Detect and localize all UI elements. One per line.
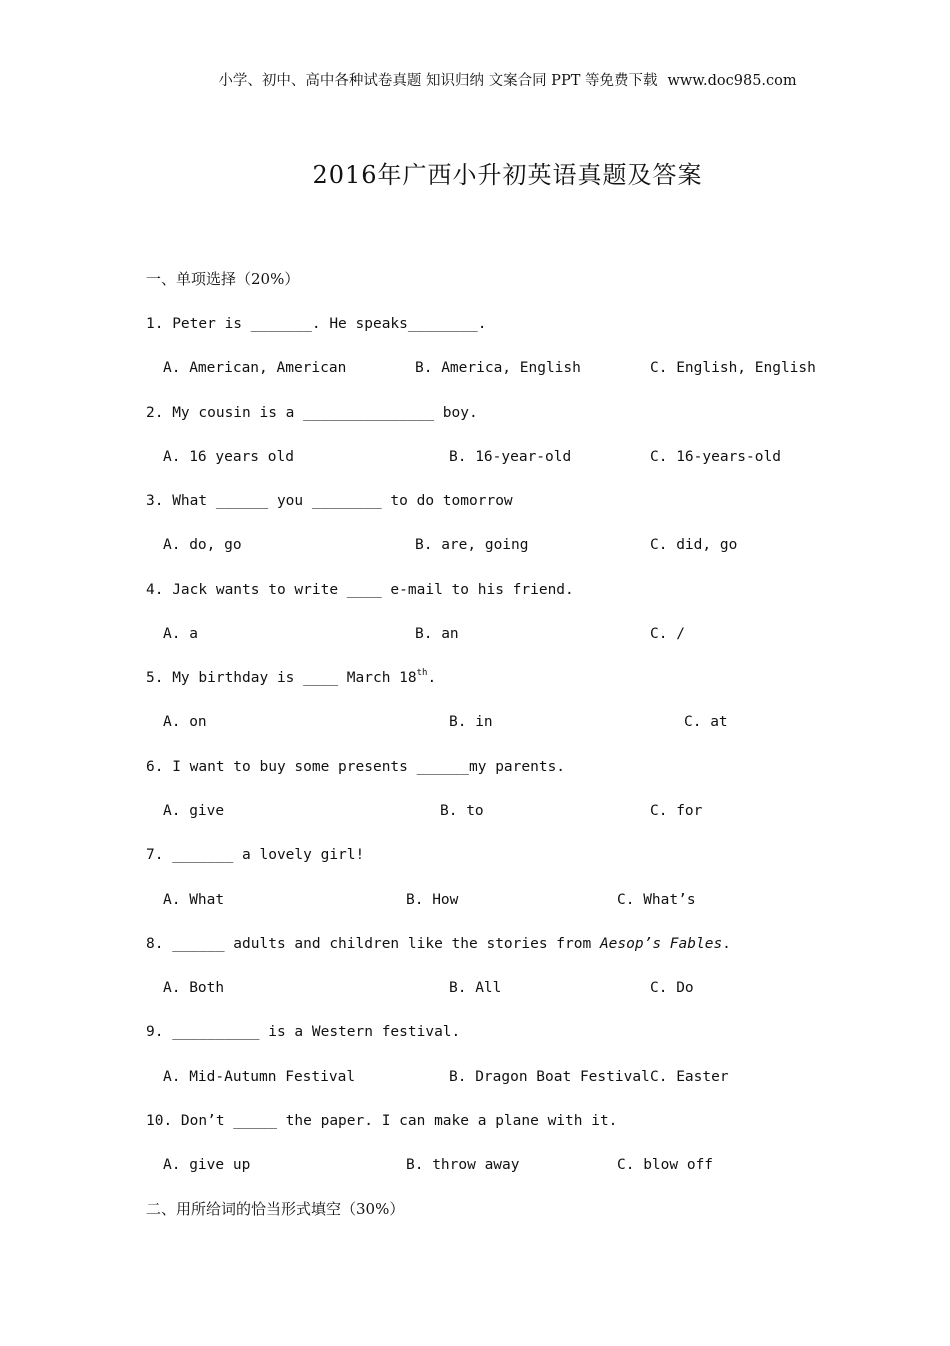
question-7-option-b: B. How	[406, 892, 459, 908]
question-5-option-a: A. on	[163, 714, 207, 730]
question-7: 7. _______ a lovely girl!	[146, 847, 365, 863]
question-4-option-c: C. /	[650, 626, 685, 642]
question-4: 4. Jack wants to write ____ e-mail to his friend.	[146, 582, 574, 598]
question-8-text: 8. ______ adults and children like the stories from	[146, 936, 600, 952]
question-3-option-a: A. do, go	[163, 537, 242, 553]
question-5-end: .	[427, 670, 437, 686]
question-10-option-b: B. throw away	[406, 1157, 520, 1173]
question-9-option-a: A. Mid-Autumn Festival	[163, 1069, 356, 1085]
question-4-option-a: A. a	[163, 626, 198, 642]
question-7-option-c: C. What’s	[617, 892, 696, 908]
question-5	[146, 668, 436, 688]
question-2-option-c: C. 16-years-old	[650, 449, 781, 465]
header-url[interactable]: www.doc985.com	[667, 73, 797, 89]
question-3: 3. What ______ you ________ to do tomorrow	[146, 493, 513, 509]
question-1-option-c: C. English, English	[650, 360, 816, 376]
question-6-option-c: C. for	[650, 803, 703, 819]
question-6-option-a: A. give	[163, 803, 225, 819]
page-header	[0, 69, 950, 90]
question-2-option-a: A. 16 years old	[163, 449, 294, 465]
question-3-option-c: C. did, go	[650, 537, 738, 553]
question-6: 6. I want to buy some presents ______my parents.	[146, 759, 566, 775]
section-heading-1: 一、单项选择（20%）	[146, 270, 300, 288]
question-1-option-b: B. America, English	[415, 360, 581, 376]
question-8-option-b: B. All	[449, 980, 502, 996]
question-1: 1. Peter is _______. He speaks________.	[146, 316, 487, 332]
question-10-option-a: A. give up	[163, 1157, 251, 1173]
question-3-option-b: B. are, going	[415, 537, 529, 553]
question-8-end: .	[722, 936, 731, 952]
page-title: 2016年广西小升初英语真题及答案	[312, 161, 703, 189]
section-heading-2: 二、用所给词的恰当形式填空（30%）	[146, 1200, 405, 1218]
question-8-option-c: C. Do	[650, 980, 694, 996]
header-text: 小学、初中、高中各种试卷真题 知识归纳 文案合同 PPT 等免费下载	[218, 73, 658, 89]
question-5-option-c: C. at	[684, 714, 728, 730]
question-5-superscript: th	[416, 668, 428, 678]
question-2-option-b: B. 16-year-old	[449, 449, 572, 465]
question-9-option-c: C. Easter	[650, 1069, 729, 1085]
question-8-italic-title: Aesop’s Fables	[599, 936, 723, 952]
question-5-option-b: B. in	[449, 714, 493, 730]
question-6-option-b: B. to	[440, 803, 484, 819]
question-10: 10. Don’t _____ the paper. I can make a plane with it.	[146, 1113, 618, 1129]
question-9-option-b: B. Dragon Boat Festival	[449, 1069, 650, 1085]
question-2: 2. My cousin is a _______________ boy.	[146, 405, 478, 421]
question-9: 9. __________ is a Western festival.	[146, 1024, 461, 1040]
question-7-option-a: A. What	[163, 892, 225, 908]
question-8	[146, 934, 731, 954]
question-1-option-a: A. American, American	[163, 360, 347, 376]
question-10-option-c: C. blow off	[617, 1157, 714, 1173]
question-4-option-b: B. an	[415, 626, 459, 642]
question-8-option-a: A. Both	[163, 980, 225, 996]
question-5-text: 5. My birthday is ____ March 18	[146, 670, 417, 686]
